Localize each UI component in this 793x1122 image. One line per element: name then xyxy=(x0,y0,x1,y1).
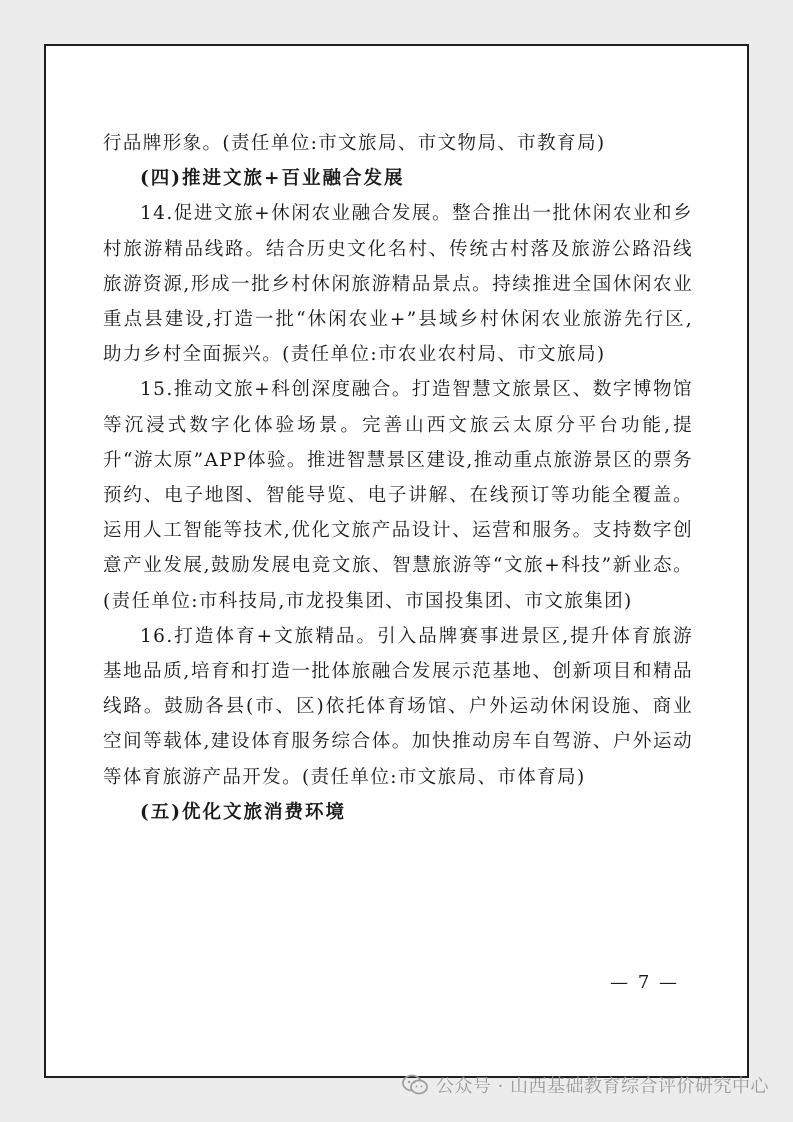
document-body xyxy=(103,126,693,830)
watermark-text: 公众号 · 山西基础教育综合评价研究中心 xyxy=(435,1076,769,1097)
page-number: — 7 — xyxy=(610,972,679,993)
section-heading-4: (四)推进文旅+百业融合发展 xyxy=(140,168,405,190)
document-page xyxy=(44,44,749,1078)
paragraph-continuation: 行品牌形象。(责任单位:市文旅局、市文物局、市教育局) xyxy=(103,133,606,154)
paragraph-item-15: 15.推动文旅+科创深度融合。打造智慧文旅景区、数字博物馆等沉浸式数字化体验场景。完善山西文旅云太原分平台功能,提升“游太原”APP体验。推进智慧景区建设,推动重点旅游景区的票务预约、电子地图、智能导览、电子讲解、在线预订等功能全覆盖。运用人工智能等技术,优化文旅产品设计、运营和服务。支持数字创意产业发展,鼓励发展电竞文旅、智慧旅游等“文旅+科技”新业态。(责任单位:市科技局,市龙投集团、市国投集团、市文旅集团) xyxy=(103,379,693,612)
paragraph-item-16: 16.打造体育+文旅精品。引入品牌赛事进景区,提升体育旅游基地品质,培育和打造一批体旅融合发展示范基地、创新项目和精品线路。鼓励各县(市、区)依托体育场馆、户外运动休闲设施、商业空间等载体,建设体育服务综合体。加快推动房车自驾游、户外运动等体育旅游产品开发。(责任单位:市文旅局、市体育局) xyxy=(103,625,693,788)
paragraph-item-14: 14.促进文旅+休闲农业融合发展。整合推出一批休闲农业和乡村旅游精品线路。结合历史文化名村、传统古村落及旅游公路沿线旅游资源,形成一批乡村休闲旅游精品景点。持续推进全国休闲农业重点县建设,打造一批“休闲农业+”县域乡村休闲农业旅游先行区,助力乡村全面振兴。(责任单位:市农业农村局、市文旅局) xyxy=(103,203,693,366)
watermark xyxy=(402,1072,769,1098)
section-heading-5: (五)优化文旅消费环境 xyxy=(140,801,347,823)
wechat-official-account-icon xyxy=(402,1074,428,1096)
